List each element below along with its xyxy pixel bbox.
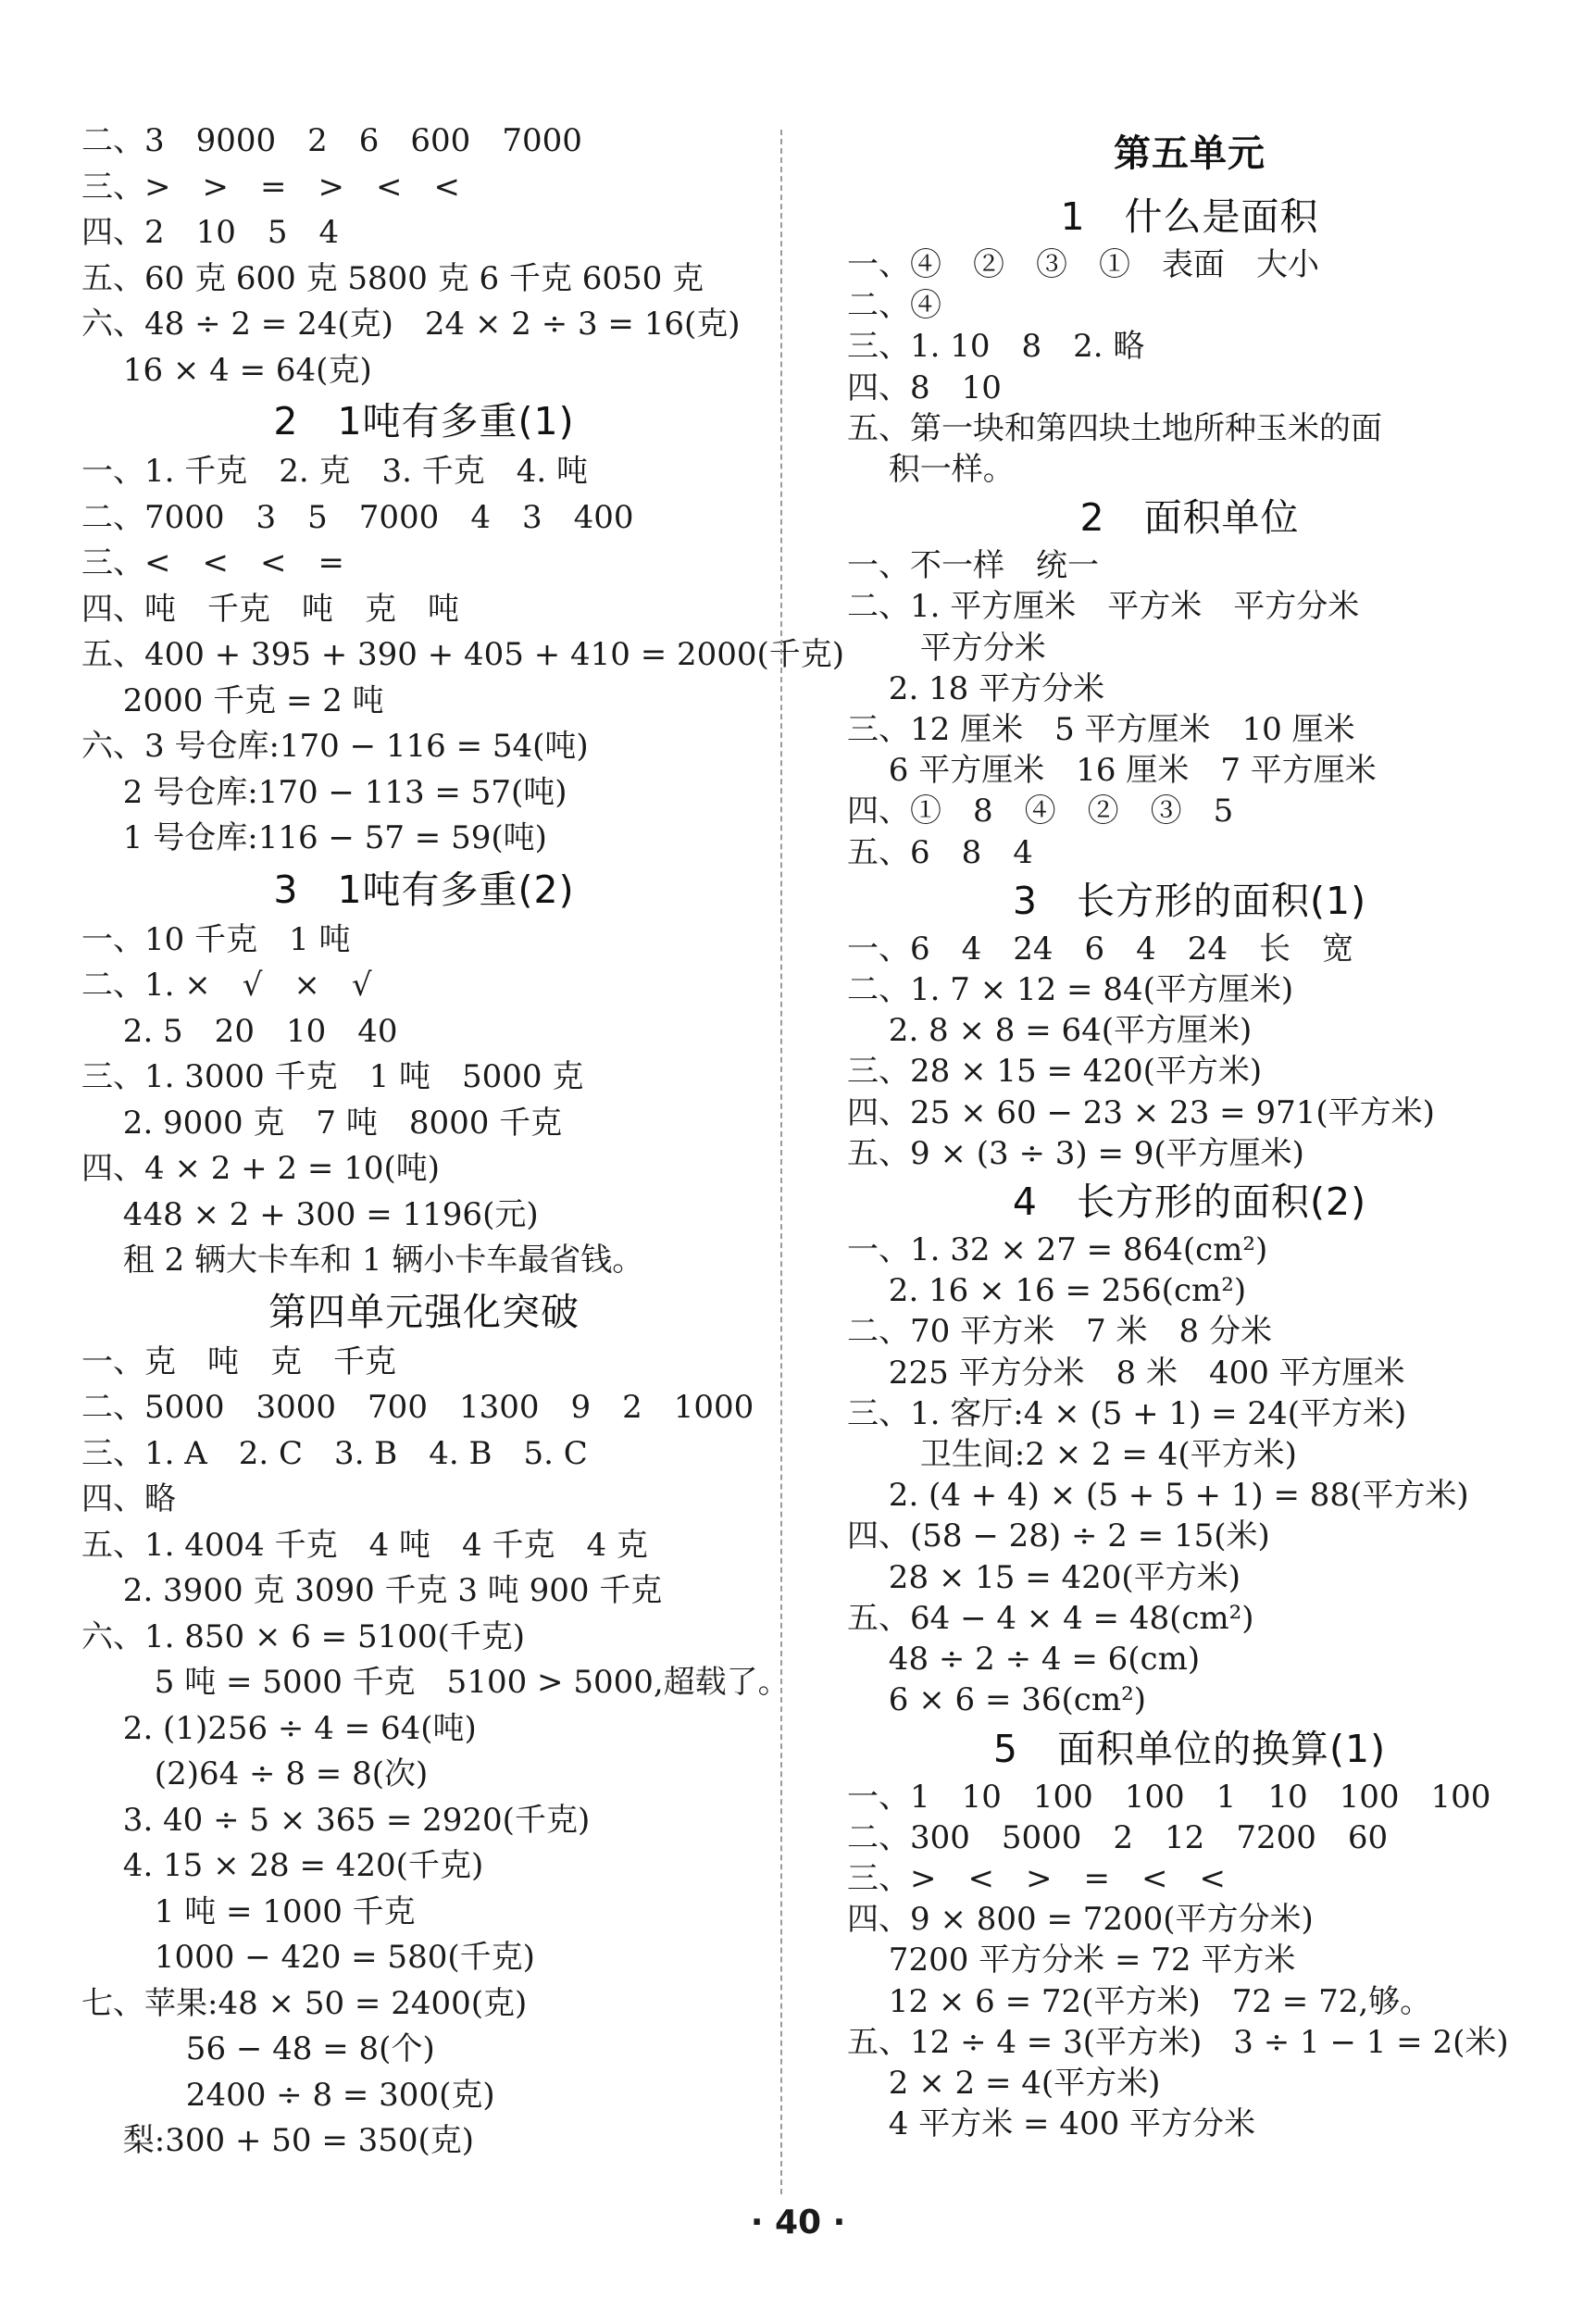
answer-line: 四、25 × 60 − 23 × 23 = 971(平方米) bbox=[847, 1093, 1435, 1131]
answer-line: 三、28 × 15 = 420(平方米) bbox=[847, 1053, 1263, 1091]
answer-line: 28 × 15 = 420(平方米) bbox=[847, 1558, 1241, 1596]
answer-line: 2. (4 + 4) × (5 + 5 + 1) = 88(平方米) bbox=[847, 1477, 1469, 1515]
answer-line: 四、略 bbox=[81, 1480, 176, 1517]
answer-line: 四、2 10 5 4 bbox=[81, 214, 340, 251]
answer-line: 2 号仓库:170 − 113 = 57(吨) bbox=[81, 773, 567, 811]
section-title: 2 面积单位 bbox=[1079, 495, 1300, 541]
answer-line: 二、1. 平方厘米 平方米 平方分米 bbox=[847, 588, 1360, 626]
column-divider bbox=[780, 130, 782, 2194]
section-title: 1 什么是面积 bbox=[1060, 194, 1319, 239]
answer-line: 三、1. A 2. C 3. B 4. B 5. C bbox=[81, 1434, 588, 1472]
answer-block bbox=[847, 1777, 1532, 2145]
answer-line: 二、7000 3 5 7000 4 3 400 bbox=[81, 498, 634, 536]
section-title: 5 面积单位的换算(1) bbox=[992, 1726, 1387, 1771]
answer-line: 二、300 5000 2 12 7200 60 bbox=[847, 1818, 1389, 1856]
answer-line: 五、60 克 600 克 5800 克 6 千克 6050 克 bbox=[81, 259, 704, 297]
answer-line: 2. 16 × 16 = 256(cm²) bbox=[847, 1272, 1247, 1310]
answer-line: 2000 千克 = 2 吨 bbox=[81, 681, 384, 719]
answer-line: 五、12 ÷ 4 = 3(平方米) 3 ÷ 1 − 1 = 2(米) bbox=[847, 2023, 1509, 2061]
answer-block bbox=[847, 545, 1532, 873]
answer-block bbox=[847, 1230, 1532, 1720]
answer-block bbox=[81, 1340, 790, 2165]
answer-line: 一、1 10 100 100 1 10 100 100 bbox=[847, 1778, 1491, 1816]
answer-line: 四、① 8 ④ ② ③ 5 bbox=[847, 793, 1234, 830]
answer-line: 2400 ÷ 8 = 300(克) bbox=[81, 2076, 495, 2114]
answer-line: 一、不一样 统一 bbox=[847, 547, 1099, 585]
answer-line: 二、1. 7 × 12 = 84(平方厘米) bbox=[847, 971, 1294, 1009]
section-title: 4 长方形的面积(2) bbox=[1012, 1180, 1367, 1225]
answer-line: 三、1. 3000 千克 1 吨 5000 克 bbox=[81, 1058, 584, 1095]
answer-line: 六、1. 850 × 6 = 5100(千克) bbox=[81, 1617, 526, 1655]
answer-line: 五、400 + 395 + 390 + 405 + 410 = 2000(千克) bbox=[81, 636, 845, 673]
answer-line: 2. 3900 克 3090 千克 3 吨 900 千克 bbox=[81, 1572, 663, 1609]
section-title: 第四单元强化突破 bbox=[268, 1289, 580, 1334]
answer-line: 1 吨 = 1000 千克 bbox=[81, 1892, 416, 1930]
answer-line: 五、64 − 4 × 4 = 48(cm²) bbox=[847, 1599, 1254, 1637]
answer-line: 五、第一块和第四块土地所种玉米的面 bbox=[847, 409, 1382, 447]
answer-line: 2. 18 平方分米 bbox=[847, 669, 1105, 707]
answer-line: (2)64 ÷ 8 = 8(次) bbox=[81, 1755, 429, 1792]
answer-block bbox=[847, 244, 1532, 490]
answer-line: 五、9 × (3 ÷ 3) = 9(平方厘米) bbox=[847, 1134, 1304, 1172]
answer-line: 梨:300 + 50 = 350(克) bbox=[81, 2122, 475, 2159]
answer-line: 卫生间:2 × 2 = 4(平方米) bbox=[847, 1436, 1297, 1474]
answer-line: 6 平方厘米 16 厘米 7 平方厘米 bbox=[847, 752, 1377, 790]
answer-line: 四、4 × 2 + 2 = 10(吨) bbox=[81, 1150, 440, 1187]
answer-line: 五、1. 4004 千克 4 吨 4 千克 4 克 bbox=[81, 1526, 648, 1564]
answer-line: 二、70 平方米 7 米 8 分米 bbox=[847, 1313, 1272, 1351]
answer-line: 四、8 10 bbox=[847, 368, 1002, 406]
answer-line: 48 ÷ 2 ÷ 4 = 6(cm) bbox=[847, 1641, 1201, 1679]
unit-title: 第五单元 bbox=[1114, 132, 1266, 175]
answer-line: 448 × 2 + 300 = 1196(元) bbox=[81, 1195, 539, 1233]
answer-line: 1000 − 420 = 580(千克) bbox=[81, 1939, 535, 1976]
answer-line: 一、10 千克 1 吨 bbox=[81, 920, 351, 958]
answer-line: 4. 15 × 28 = 420(千克) bbox=[81, 1847, 484, 1884]
answer-line: 三、> > = > < < bbox=[81, 168, 460, 206]
answer-line: 二、④ bbox=[847, 287, 941, 325]
answer-line: 3. 40 ÷ 5 × 365 = 2920(千克) bbox=[81, 1801, 591, 1839]
answer-line: 二、3 9000 2 6 600 7000 bbox=[81, 122, 582, 159]
answer-block bbox=[847, 929, 1532, 1174]
answer-line: 2. 5 20 10 40 bbox=[81, 1012, 398, 1050]
right-column bbox=[847, 119, 1532, 2144]
answer-line: 6 × 6 = 36(cm²) bbox=[847, 1681, 1146, 1719]
answer-block bbox=[81, 119, 767, 393]
answer-line: 2. 8 × 8 = 64(平方厘米) bbox=[847, 1012, 1253, 1050]
answer-line: 2. (1)256 ÷ 4 = 64(吨) bbox=[81, 1709, 477, 1747]
answer-line: 六、3 号仓库:170 − 116 = 54(吨) bbox=[81, 728, 589, 765]
answer-line: 租 2 辆大卡车和 1 辆小卡车最省钱。 bbox=[81, 1242, 644, 1279]
answer-line: 16 × 4 = 64(克) bbox=[81, 351, 372, 389]
answer-line: 三、1. 10 8 2. 略 bbox=[847, 328, 1145, 366]
answer-line: 12 × 6 = 72(平方米) 72 = 72,够。 bbox=[847, 1982, 1432, 2020]
answer-block bbox=[81, 918, 767, 1284]
answer-line: 一、④ ② ③ ① 表面 大小 bbox=[847, 246, 1319, 283]
page-number: · 40 · bbox=[750, 2204, 846, 2241]
answer-line: 积一样。 bbox=[847, 451, 1015, 489]
answer-line: 225 平方分米 8 米 400 平方厘米 bbox=[847, 1354, 1405, 1392]
answer-line: 三、> < > = < < bbox=[847, 1859, 1226, 1897]
answer-line: 四、(58 − 28) ÷ 2 = 15(米) bbox=[847, 1517, 1270, 1555]
answer-line: 一、1. 千克 2. 克 3. 千克 4. 吨 bbox=[81, 453, 588, 490]
answer-line: 四、9 × 800 = 7200(平方分米) bbox=[847, 1901, 1314, 1939]
answer-line: 七、苹果:48 × 50 = 2400(克) bbox=[81, 1984, 528, 2022]
answer-line: 2. 9000 克 7 吨 8000 千克 bbox=[81, 1104, 563, 1142]
answer-line: 2 × 2 = 4(平方米) bbox=[847, 2064, 1161, 2102]
answer-line: 56 − 48 = 8(个) bbox=[81, 2030, 435, 2067]
answer-line: 三、12 厘米 5 平方厘米 10 厘米 bbox=[847, 711, 1355, 749]
section-title: 3 1吨有多重(2) bbox=[273, 867, 575, 912]
left-column bbox=[81, 119, 845, 2165]
answer-line: 7200 平方分米 = 72 平方米 bbox=[847, 1942, 1296, 1979]
section-title: 2 1吨有多重(1) bbox=[273, 399, 575, 443]
answer-line: 三、< < < = bbox=[81, 544, 344, 581]
answer-line: 一、1. 32 × 27 = 864(cm²) bbox=[847, 1231, 1268, 1269]
answer-line: 五、6 8 4 bbox=[847, 833, 1033, 871]
answer-line: 平方分米 bbox=[847, 629, 1046, 667]
answer-line: 二、1. × √ × √ bbox=[81, 967, 372, 1004]
section-title: 3 长方形的面积(1) bbox=[1012, 878, 1367, 923]
answer-line: 三、1. 客厅:4 × (5 + 1) = 24(平方米) bbox=[847, 1394, 1407, 1432]
answer-line: 一、6 4 24 6 4 24 长 宽 bbox=[847, 930, 1354, 968]
answer-line: 1 号仓库:116 − 57 = 59(吨) bbox=[81, 819, 547, 856]
answer-line: 4 平方米 = 400 平方分米 bbox=[847, 2105, 1256, 2143]
answer-line: 二、5000 3000 700 1300 9 2 1000 bbox=[81, 1389, 754, 1426]
answer-line: 一、克 吨 克 千克 bbox=[81, 1342, 396, 1380]
answer-block bbox=[81, 449, 845, 862]
answer-line: 四、吨 千克 吨 克 吨 bbox=[81, 590, 459, 628]
answer-line: 5 吨 = 5000 千克 5100 > 5000,超载了。 bbox=[81, 1664, 790, 1701]
answer-line: 六、48 ÷ 2 = 24(克) 24 × 2 ÷ 3 = 16(克) bbox=[81, 306, 741, 343]
